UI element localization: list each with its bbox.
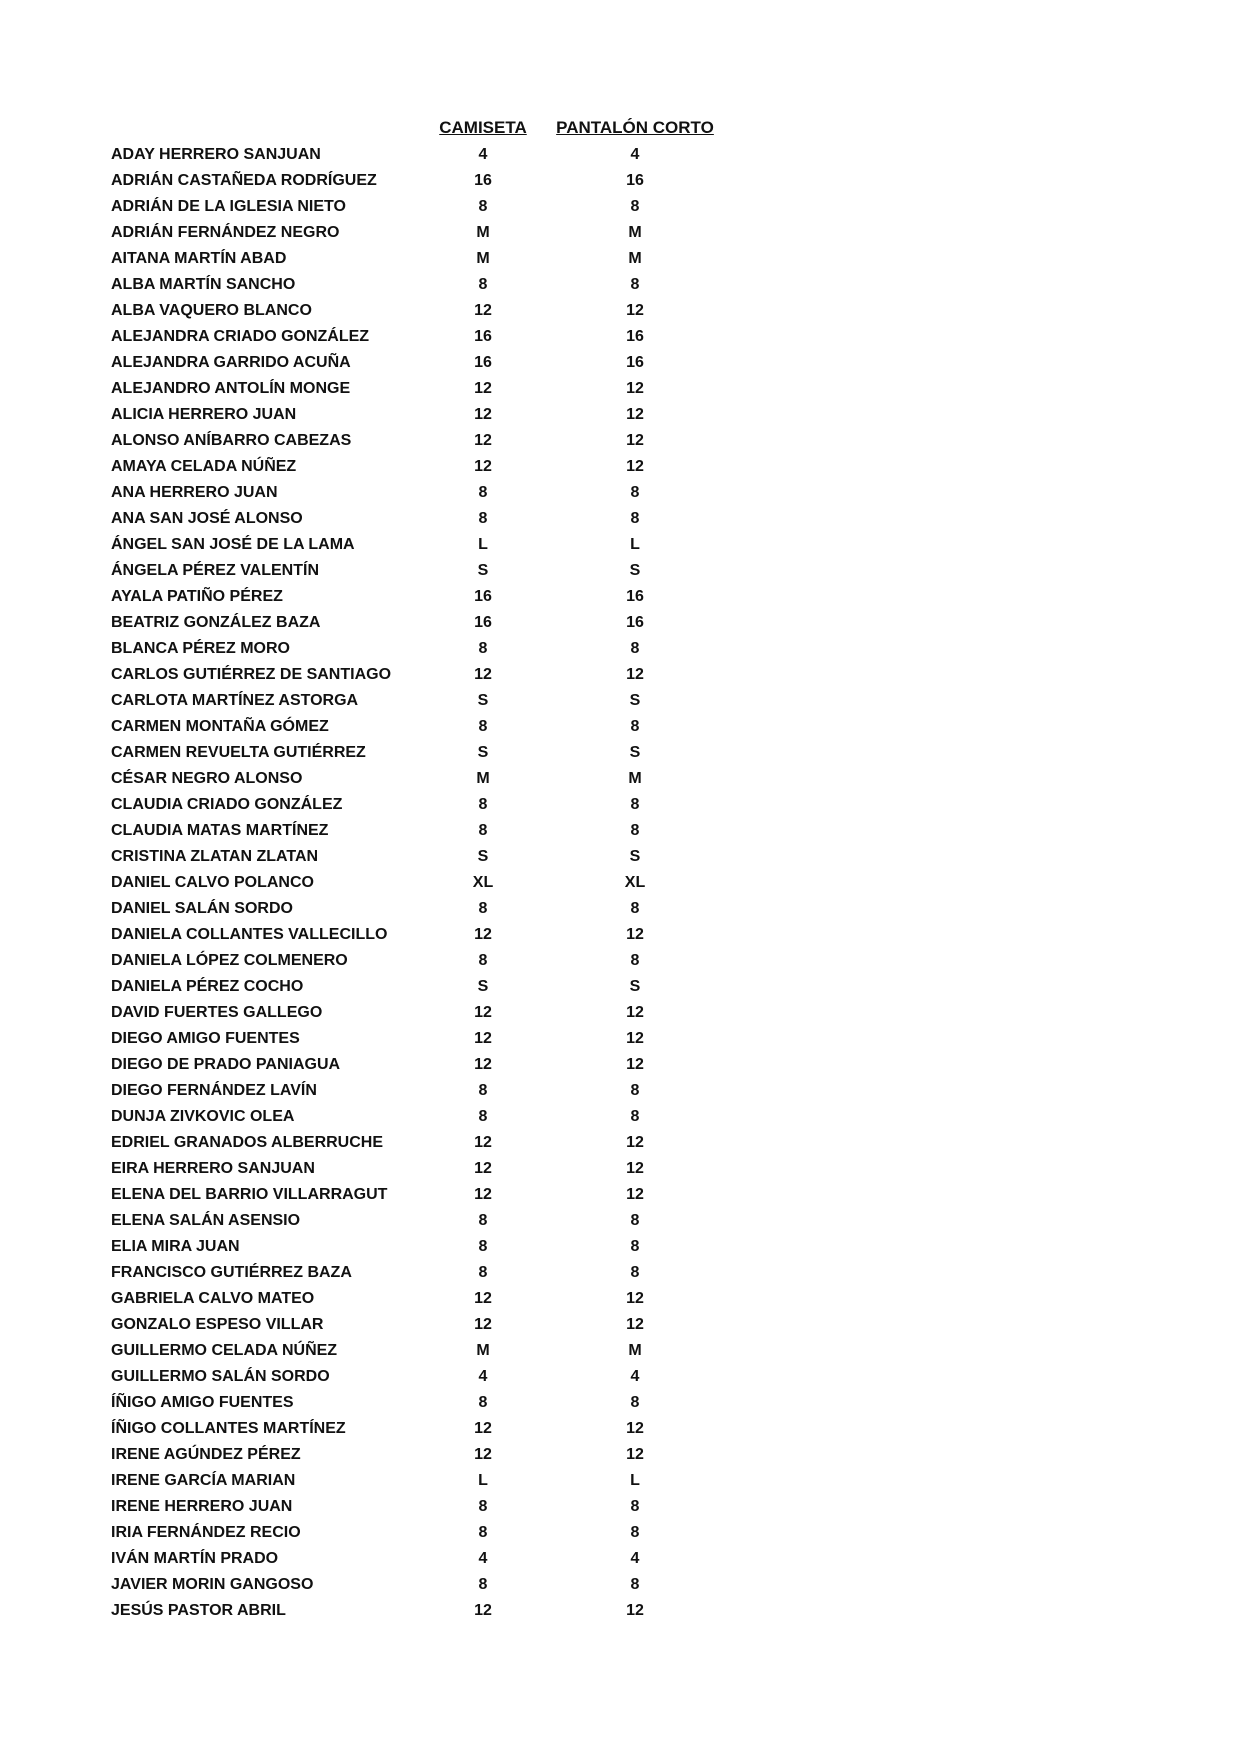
- shirt-size: L: [478, 536, 488, 553]
- table-row: [0, 662, 1240, 688]
- table-row: [0, 1234, 1240, 1260]
- shorts-size: 8: [630, 1498, 640, 1515]
- shirt-size: 4: [478, 146, 488, 163]
- student-name: ELIA MIRA JUAN: [111, 1238, 240, 1255]
- table-row: [0, 844, 1240, 870]
- shorts-size: M: [628, 250, 642, 267]
- shorts-size: 16: [626, 328, 644, 345]
- shirt-size: M: [476, 770, 490, 787]
- table-row: [0, 1442, 1240, 1468]
- shorts-size: S: [629, 978, 641, 995]
- shirt-size: 8: [478, 952, 488, 969]
- shirt-size: S: [477, 848, 489, 865]
- student-name: BLANCA PÉREZ MORO: [111, 640, 290, 657]
- shorts-size: L: [630, 536, 640, 553]
- shirt-size: 12: [474, 1290, 492, 1307]
- shorts-size: 12: [626, 1290, 644, 1307]
- shorts-size: S: [629, 744, 641, 761]
- student-name: AMAYA CELADA NÚÑEZ: [111, 458, 297, 475]
- shirt-size: 8: [478, 1498, 488, 1515]
- shorts-size: 4: [630, 146, 640, 163]
- shorts-size: 8: [630, 640, 640, 657]
- shorts-size: 8: [630, 1576, 640, 1593]
- student-name: CRISTINA ZLATAN ZLATAN: [111, 848, 319, 865]
- shirt-size: 8: [478, 1108, 488, 1125]
- student-name: IRENE AGÚNDEZ PÉREZ: [111, 1446, 301, 1463]
- shorts-size: 8: [630, 822, 640, 839]
- student-name: AITANA MARTÍN ABAD: [111, 250, 287, 267]
- shirt-size: 16: [474, 588, 492, 605]
- student-name: JESÚS PASTOR ABRIL: [111, 1602, 286, 1619]
- student-name: ÍÑIGO AMIGO FUENTES: [111, 1394, 294, 1411]
- shirt-size: 12: [474, 1186, 492, 1203]
- size-rows: [0, 142, 1240, 1624]
- student-name: ALICIA HERRERO JUAN: [111, 406, 297, 423]
- student-name: ELENA SALÁN ASENSIO: [111, 1212, 301, 1229]
- table-row: [0, 1494, 1240, 1520]
- table-row: [0, 428, 1240, 454]
- shirt-size: 8: [478, 1394, 488, 1411]
- shirt-size: 4: [478, 1550, 488, 1567]
- table-row: [0, 1468, 1240, 1494]
- header-pantalon-corto: PANTALÓN CORTO: [556, 118, 714, 137]
- shirt-size: 8: [478, 640, 488, 657]
- student-name: ELENA DEL BARRIO VILLARRAGUT: [111, 1186, 388, 1203]
- shorts-size: 12: [626, 458, 644, 475]
- student-name: ADRIÁN DE LA IGLESIA NIETO: [111, 198, 346, 215]
- shorts-size: 8: [630, 1212, 640, 1229]
- table-row: [0, 168, 1240, 194]
- shorts-size: 12: [626, 1446, 644, 1463]
- student-name: CARLOTA MARTÍNEZ ASTORGA: [111, 692, 359, 709]
- table-row: [0, 402, 1240, 428]
- table-row: [0, 792, 1240, 818]
- table-row: [0, 324, 1240, 350]
- shorts-size: 8: [630, 1082, 640, 1099]
- student-name: IRENE GARCÍA MARIAN: [111, 1472, 296, 1489]
- table-row: [0, 350, 1240, 376]
- shorts-size: 8: [630, 1108, 640, 1125]
- table-row: [0, 272, 1240, 298]
- shorts-size: S: [629, 692, 641, 709]
- shorts-size: M: [628, 224, 642, 241]
- table-row: [0, 922, 1240, 948]
- table-row: [0, 896, 1240, 922]
- shorts-size: 8: [630, 1264, 640, 1281]
- shirt-size: 16: [474, 172, 492, 189]
- shorts-size: S: [629, 848, 641, 865]
- table-row: [0, 974, 1240, 1000]
- shirt-size: 12: [474, 1446, 492, 1463]
- shorts-size: 16: [626, 172, 644, 189]
- shirt-size: 12: [474, 1160, 492, 1177]
- student-name: CLAUDIA MATAS MARTÍNEZ: [111, 822, 329, 839]
- shorts-size: 12: [626, 926, 644, 943]
- shorts-size: 8: [630, 276, 640, 293]
- shorts-size: M: [628, 1342, 642, 1359]
- table-row: [0, 1286, 1240, 1312]
- shorts-size: M: [628, 770, 642, 787]
- shirt-size: M: [476, 224, 490, 241]
- table-row: [0, 532, 1240, 558]
- shorts-size: 12: [626, 1602, 644, 1619]
- shorts-size: 12: [626, 1186, 644, 1203]
- shirt-size: M: [476, 250, 490, 267]
- shirt-size: 12: [474, 458, 492, 475]
- table-row: [0, 1572, 1240, 1598]
- shirt-size: 8: [478, 1576, 488, 1593]
- student-name: ADRIÁN CASTAÑEDA RODRÍGUEZ: [111, 172, 377, 189]
- student-name: JAVIER MORIN GANGOSO: [111, 1576, 314, 1593]
- shirt-size: L: [478, 1472, 488, 1489]
- shirt-size: 8: [478, 1264, 488, 1281]
- shorts-size: 8: [630, 484, 640, 501]
- shirt-size: 8: [478, 900, 488, 917]
- shirt-size: 12: [474, 1420, 492, 1437]
- table-row: [0, 818, 1240, 844]
- table-row: [0, 246, 1240, 272]
- student-name: ANA HERRERO JUAN: [111, 484, 278, 501]
- shorts-size: 12: [626, 1420, 644, 1437]
- table-row: [0, 1026, 1240, 1052]
- student-name: DIEGO AMIGO FUENTES: [111, 1030, 300, 1047]
- student-name: IRENE HERRERO JUAN: [111, 1498, 293, 1515]
- table-row: [0, 948, 1240, 974]
- table-row: [0, 376, 1240, 402]
- shirt-size: 8: [478, 198, 488, 215]
- shirt-size: S: [477, 978, 489, 995]
- shorts-size: 12: [626, 302, 644, 319]
- shorts-size: 12: [626, 1004, 644, 1021]
- shorts-size: 12: [626, 1134, 644, 1151]
- student-name: ÁNGEL SAN JOSÉ DE LA LAMA: [111, 536, 355, 553]
- shorts-size: 8: [630, 796, 640, 813]
- student-name: DANIELA PÉREZ COCHO: [111, 978, 304, 995]
- shorts-size: 8: [630, 1238, 640, 1255]
- student-name: CÉSAR NEGRO ALONSO: [111, 770, 303, 787]
- column-headers: [0, 116, 1240, 140]
- table-row: [0, 480, 1240, 506]
- table-row: [0, 558, 1240, 584]
- table-row: [0, 142, 1240, 168]
- table-row: [0, 1260, 1240, 1286]
- shorts-size: 8: [630, 1394, 640, 1411]
- table-row: [0, 1364, 1240, 1390]
- shirt-size: 16: [474, 354, 492, 371]
- table-row: [0, 1416, 1240, 1442]
- student-name: BEATRIZ GONZÁLEZ BAZA: [111, 614, 321, 631]
- student-name: IRIA FERNÁNDEZ RECIO: [111, 1524, 301, 1541]
- shirt-size: 12: [474, 1316, 492, 1333]
- table-row: [0, 194, 1240, 220]
- student-name: ALBA MARTÍN SANCHO: [111, 276, 296, 293]
- student-name: DANIEL CALVO POLANCO: [111, 874, 314, 891]
- shirt-size: 8: [478, 484, 488, 501]
- table-row: [0, 1338, 1240, 1364]
- shorts-size: 8: [630, 198, 640, 215]
- shirt-size: S: [477, 692, 489, 709]
- shorts-size: XL: [624, 874, 646, 891]
- shirt-size: 4: [478, 1368, 488, 1385]
- shorts-size: 12: [626, 432, 644, 449]
- student-name: GONZALO ESPESO VILLAR: [111, 1316, 324, 1333]
- student-name: EDRIEL GRANADOS ALBERRUCHE: [111, 1134, 384, 1151]
- shorts-size: 12: [626, 380, 644, 397]
- shirt-size: 12: [474, 432, 492, 449]
- shorts-size: 8: [630, 718, 640, 735]
- shorts-size: 12: [626, 666, 644, 683]
- table-row: [0, 1182, 1240, 1208]
- student-name: CARLOS GUTIÉRREZ DE SANTIAGO: [111, 666, 392, 683]
- shirt-size: 8: [478, 718, 488, 735]
- student-name: ÁNGELA PÉREZ VALENTÍN: [111, 562, 320, 579]
- shirt-size: 12: [474, 406, 492, 423]
- student-name: DANIEL SALÁN SORDO: [111, 900, 293, 917]
- shirt-size: 12: [474, 380, 492, 397]
- table-row: [0, 1312, 1240, 1338]
- shirt-size: 12: [474, 926, 492, 943]
- shirt-size: 8: [478, 796, 488, 813]
- shorts-size: 12: [626, 1160, 644, 1177]
- shorts-size: L: [630, 1472, 640, 1489]
- table-row: [0, 636, 1240, 662]
- table-row: [0, 1104, 1240, 1130]
- shorts-size: 12: [626, 1030, 644, 1047]
- student-name: CARMEN REVUELTA GUTIÉRREZ: [111, 744, 366, 761]
- table-row: [0, 688, 1240, 714]
- table-row: [0, 714, 1240, 740]
- shirt-size: 8: [478, 510, 488, 527]
- table-row: [0, 1208, 1240, 1234]
- header-camiseta: CAMISETA: [439, 118, 527, 137]
- table-row: [0, 1390, 1240, 1416]
- shirt-size: 12: [474, 1004, 492, 1021]
- table-row: [0, 766, 1240, 792]
- shorts-size: 4: [630, 1550, 640, 1567]
- table-row: [0, 1130, 1240, 1156]
- table-row: [0, 1000, 1240, 1026]
- table-row: [0, 1156, 1240, 1182]
- shirt-size: S: [477, 744, 489, 761]
- table-row: [0, 298, 1240, 324]
- student-name: ALEJANDRA CRIADO GONZÁLEZ: [111, 328, 370, 345]
- table-row: [0, 506, 1240, 532]
- shirt-size: 12: [474, 1602, 492, 1619]
- table-row: [0, 454, 1240, 480]
- student-name: DANIELA LÓPEZ COLMENERO: [111, 952, 348, 969]
- student-name: EIRA HERRERO SANJUAN: [111, 1160, 315, 1177]
- student-name: DANIELA COLLANTES VALLECILLO: [111, 926, 388, 943]
- shorts-size: 16: [626, 354, 644, 371]
- shirt-size: 16: [474, 614, 492, 631]
- table-row: [0, 740, 1240, 766]
- table-row: [0, 1598, 1240, 1624]
- student-name: ALEJANDRO ANTOLÍN MONGE: [111, 380, 351, 397]
- table-row: [0, 1546, 1240, 1572]
- shirt-size: 8: [478, 1212, 488, 1229]
- shirt-size: 8: [478, 1524, 488, 1541]
- shirt-size: 8: [478, 1082, 488, 1099]
- table-row: [0, 1078, 1240, 1104]
- student-name: DAVID FUERTES GALLEGO: [111, 1004, 323, 1021]
- shorts-size: 12: [626, 1056, 644, 1073]
- shorts-size: 16: [626, 588, 644, 605]
- student-name: ALEJANDRA GARRIDO ACUÑA: [111, 354, 351, 371]
- student-name: GUILLERMO CELADA NÚÑEZ: [111, 1342, 338, 1359]
- shirt-size: 12: [474, 1056, 492, 1073]
- shirt-size: 12: [474, 1134, 492, 1151]
- shorts-size: 12: [626, 1316, 644, 1333]
- shirt-size: 12: [474, 666, 492, 683]
- student-name: CARMEN MONTAÑA GÓMEZ: [111, 718, 329, 735]
- table-row: [0, 220, 1240, 246]
- student-name: ADAY HERRERO SANJUAN: [111, 146, 321, 163]
- table-row: [0, 1052, 1240, 1078]
- student-name: AYALA PATIÑO PÉREZ: [111, 588, 283, 605]
- student-name: ÍÑIGO COLLANTES MARTÍNEZ: [111, 1420, 346, 1437]
- shirt-size: 12: [474, 1030, 492, 1047]
- student-name: ANA SAN JOSÉ ALONSO: [111, 510, 303, 527]
- student-name: FRANCISCO GUTIÉRREZ BAZA: [111, 1264, 352, 1281]
- student-name: DIEGO FERNÁNDEZ LAVÍN: [111, 1082, 317, 1099]
- student-name: DIEGO DE PRADO PANIAGUA: [111, 1056, 341, 1073]
- shirt-size: 16: [474, 328, 492, 345]
- shorts-size: 12: [626, 406, 644, 423]
- table-row: [0, 1520, 1240, 1546]
- shorts-size: 4: [630, 1368, 640, 1385]
- student-name: CLAUDIA CRIADO GONZÁLEZ: [111, 796, 343, 813]
- shirt-size: 8: [478, 822, 488, 839]
- shorts-size: 8: [630, 952, 640, 969]
- shorts-size: 8: [630, 1524, 640, 1541]
- shirt-size: 8: [478, 276, 488, 293]
- shirt-size: 12: [474, 302, 492, 319]
- shorts-size: 16: [626, 614, 644, 631]
- table-row: [0, 610, 1240, 636]
- shirt-size: S: [477, 562, 489, 579]
- student-name: DUNJA ZIVKOVIC OLEA: [111, 1108, 295, 1125]
- shorts-size: 8: [630, 900, 640, 917]
- student-name: ADRIÁN FERNÁNDEZ NEGRO: [111, 224, 340, 241]
- shirt-size: M: [476, 1342, 490, 1359]
- student-name: ALONSO ANÍBARRO CABEZAS: [111, 432, 352, 449]
- table-row: [0, 584, 1240, 610]
- student-name: GABRIELA CALVO MATEO: [111, 1290, 315, 1307]
- student-name: ALBA VAQUERO BLANCO: [111, 302, 312, 319]
- table-row: [0, 870, 1240, 896]
- shorts-size: S: [629, 562, 641, 579]
- student-name: IVÁN MARTÍN PRADO: [111, 1550, 279, 1567]
- shirt-size: 8: [478, 1238, 488, 1255]
- shorts-size: 8: [630, 510, 640, 527]
- student-name: GUILLERMO SALÁN SORDO: [111, 1368, 330, 1385]
- shirt-size: XL: [472, 874, 494, 891]
